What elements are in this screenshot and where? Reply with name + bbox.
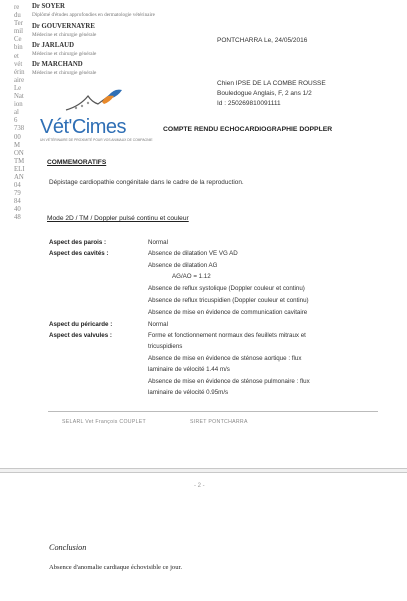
parois-value: Normal	[148, 239, 168, 246]
mode-heading: Mode 2D / TM / Doppler pulsé continu et couleur	[47, 215, 189, 222]
valvules-value: Absence de mise en évidence de sténose aortique : flux	[148, 355, 302, 362]
conclusion-text: Absence d'anomalie cardiaque échovisible ce jour.	[49, 564, 183, 571]
sidebar-text-line: Ce	[14, 36, 22, 44]
sidebar-text-line: Ter	[14, 20, 23, 28]
conclusion-heading: Conclusion	[49, 543, 87, 552]
parois-label: Aspect des parois :	[49, 239, 107, 246]
cavites-value: Absence de mise en évidence de communication cavitaire	[148, 309, 308, 316]
sidebar-text-line: M	[14, 141, 21, 149]
recipient-line-2: Bouledogue Anglais, F, 2 ans 1/2	[217, 90, 312, 97]
sidebar-text-line: 738	[14, 125, 25, 133]
doctor-role: Diplômé d'études approfondies en dermatologie vétérinaire	[32, 12, 155, 18]
commemoratifs-text: Dépistage cardiopathie congénitale dans le cadre de la reproduction.	[49, 179, 244, 186]
sidebar-text-line: ELI	[14, 165, 25, 173]
commemoratifs-heading: COMMEMORATIFS	[47, 159, 107, 166]
doctor-role: Médecine et chirurgie générale	[32, 51, 97, 57]
cavites-value: Absence de reflux tricuspidien (Doppler couleur et continu)	[148, 297, 309, 304]
recipient-line-1: Chien IPSE DE LA COMBE ROUSSE	[217, 80, 326, 87]
valvules-label: Aspect des valvules :	[49, 332, 112, 339]
logo-name: Vét'Cimes	[40, 116, 127, 138]
footer-right: SIRET PONTCHARRA	[190, 419, 248, 425]
sidebar-text-line: du	[14, 12, 21, 20]
sidebar-text-line: érin	[14, 68, 25, 76]
valvules-value: Absence de mise en évidence de sténose pulmonaire : flux	[148, 378, 310, 385]
sidebar-text-line: ON	[14, 149, 24, 157]
doctor-role: Médecine et chirurgie générale	[32, 32, 97, 38]
pericarde-label: Aspect du péricarde :	[49, 321, 113, 328]
cavites-label: Aspect des cavités :	[49, 250, 109, 257]
cavites-value: Absence de dilatation AG	[148, 262, 218, 269]
logo-mountain-icon	[62, 86, 132, 118]
place-date: PONTCHARRA Le, 24/05/2016	[217, 37, 308, 44]
sidebar-text-line: 6	[14, 117, 18, 125]
sidebar-text-line: TM	[14, 157, 25, 165]
footer-divider	[48, 411, 378, 412]
sidebar-text-line: aire	[14, 76, 25, 84]
valvules-value: Forme et fonctionnement normaux des feuillets mitraux et	[148, 332, 306, 339]
sidebar-text-line: Nat	[14, 93, 24, 101]
sidebar-text-line: 04	[14, 182, 21, 190]
sidebar-text-line: re	[14, 4, 20, 11]
doctor-role: Médecine et chirurgie générale	[32, 70, 97, 76]
cavites-value: Absence de reflux systolique (Doppler couleur et continu)	[148, 285, 305, 292]
pericarde-value: Normal	[148, 321, 168, 328]
sidebar-text-line: AN	[14, 173, 24, 181]
report-page-2	[0, 472, 407, 601]
cavites-value: AG/AO = 1.12	[172, 273, 211, 280]
sidebar-text-line: mil	[14, 28, 24, 36]
sidebar-text-line: 79	[14, 190, 21, 198]
clinic-logo	[40, 86, 160, 146]
valvules-value: laminaire de vélocité 0.95m/s	[148, 389, 229, 396]
footer-left: SELARL Vet François COUPLET	[62, 419, 147, 425]
sidebar-text-line: al	[14, 109, 19, 117]
sidebar-text-line: Le	[14, 84, 22, 92]
doctor-name: Dr JARLAUD	[32, 42, 74, 49]
sidebar-text-line: ion	[14, 101, 23, 109]
sidebar-text-line: 48	[14, 214, 21, 222]
sidebar-text-line: 84	[14, 198, 21, 206]
page-number: - 2 -	[194, 483, 205, 489]
doctor-name: Dr MARCHAND	[32, 61, 83, 68]
cavites-value: Absence de dilatation VE VG AD	[148, 250, 238, 257]
sidebar-text-line: bin	[14, 44, 23, 52]
sidebar-text-line: 00	[14, 133, 21, 141]
doctor-name: Dr GOUVERNAYRE	[32, 23, 95, 30]
valvules-value: laminaire de vélocité 1.44 m/s	[148, 366, 230, 373]
sidebar-text-line: 40	[14, 206, 21, 214]
doctor-name: Dr SOYER	[32, 3, 65, 10]
recipient-line-3: Id : 250269810091111	[217, 100, 281, 107]
valvules-value: tricuspidiens	[148, 343, 183, 350]
logo-tagline: UN VÉTÉRINAIRE DE PROXIMITÉ POUR VOS ANIMAUX DE COMPAGNIE	[40, 138, 153, 142]
sidebar-text-line: vét	[14, 60, 23, 68]
report-title: COMPTE RENDU ECHOCARDIOGRAPHIE DOPPLER	[163, 126, 333, 133]
sidebar-text-line: et	[14, 52, 19, 60]
